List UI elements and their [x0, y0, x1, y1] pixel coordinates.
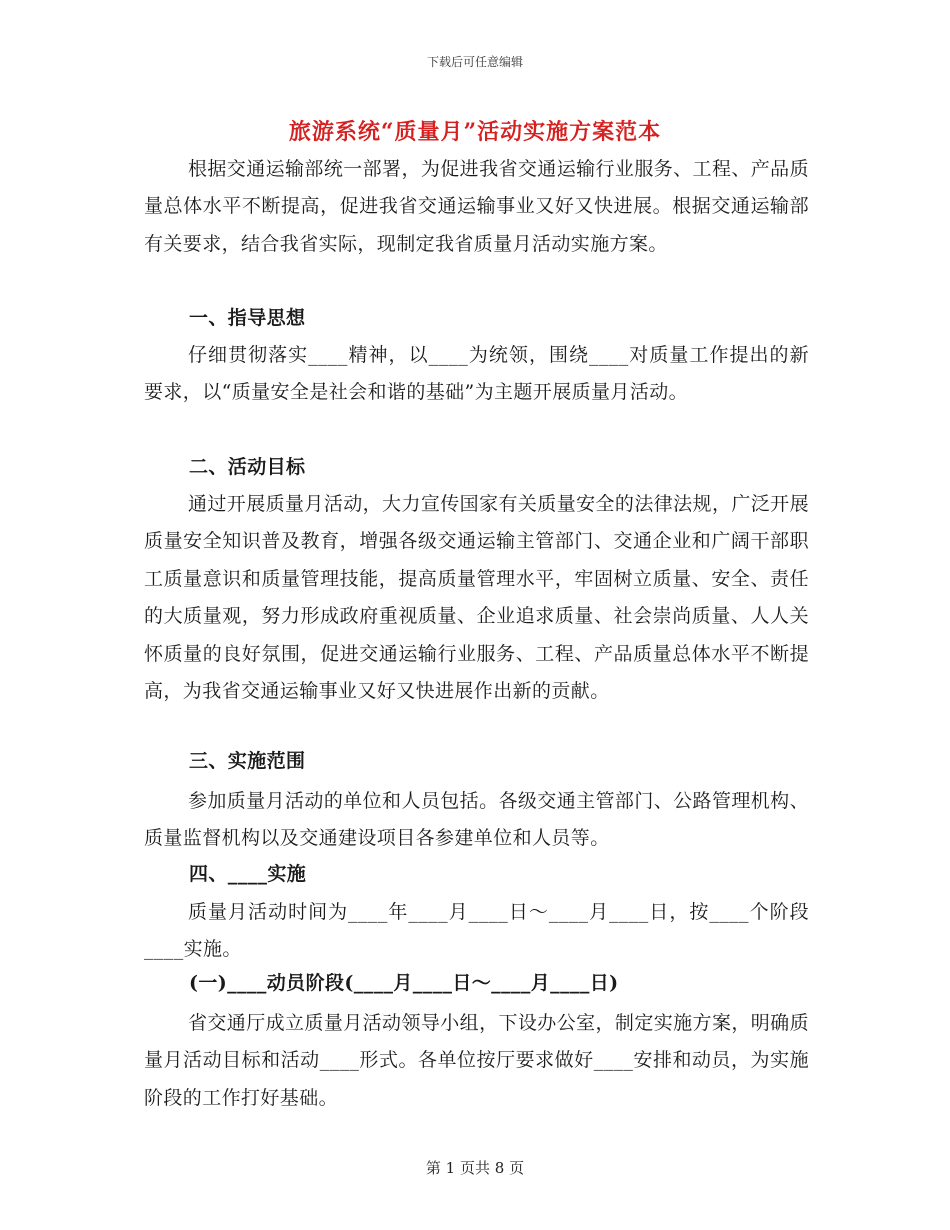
- section-heading-activity-goals: 二、活动目标: [189, 456, 306, 478]
- section-heading-implementation: 四、____实施: [189, 863, 307, 885]
- section-heading-scope: 三、实施范围: [189, 750, 306, 772]
- section-body-implementation: 质量月活动时间为____年____月____日～____月____日，按____个阶段____实施。: [144, 901, 809, 961]
- section-heading-guiding-ideology: 一、指导思想: [189, 307, 306, 329]
- subsection-heading-mobilization: (一)____动员阶段(____月____日～____月____日): [189, 972, 619, 994]
- page-header-note: 下载后可任意编辑: [426, 55, 523, 69]
- intro-paragraph: 根据交通运输部统一部署，为促进我省交通运输行业服务、工程、产品质量总体水平不断提高，促进我省交通运输事业又好又快进展。根据交通运输部有关要求，结合我省实际，现制定我省质量月活动实施方案。: [144, 158, 809, 255]
- document-title: 旅游系统“质量月”活动实施方案范本: [288, 119, 662, 145]
- section-body-scope: 参加质量月活动的单位和人员包括。各级交通主管部门、公路管理机构、质量监督机构以及交通建设项目各参建单位和人员等。: [144, 790, 809, 850]
- section-body-guiding-ideology: 仔细贯彻落实____精神，以____为统领，围绕____对质量工作提出的新要求，以“质量安全是社会和谐的基础”为主题开展质量月活动。: [144, 344, 809, 404]
- section-body-activity-goals: 通过开展质量月活动，大力宣传国家有关质量安全的法律法规，广泛开展质量安全知识普及教育，增强各级交通运输主管部门、交通企业和广阔干部职工质量意识和质量管理技能，提高质量管理水平，牢固树立质量、安全、责任的大质量观，努力形成政府重视质量、企业追求质量、社会崇尚质量、人人关怀质量的良好氛围，促进交通运输行业服务、工程、产品质量总体水平不断提高，为我省交通运输事业又好又快进展作出新的贡献。: [144, 493, 809, 703]
- page-footer-page-number: 第 1 页共 8 页: [425, 1159, 525, 1177]
- subsection-body-mobilization: 省交通厅成立质量月活动领导小组，下设办公室，制定实施方案，明确质量月活动目标和活动____形式。各单位按厅要求做好____安排和动员，为实施阶段的工作打好基础。: [144, 1012, 809, 1109]
